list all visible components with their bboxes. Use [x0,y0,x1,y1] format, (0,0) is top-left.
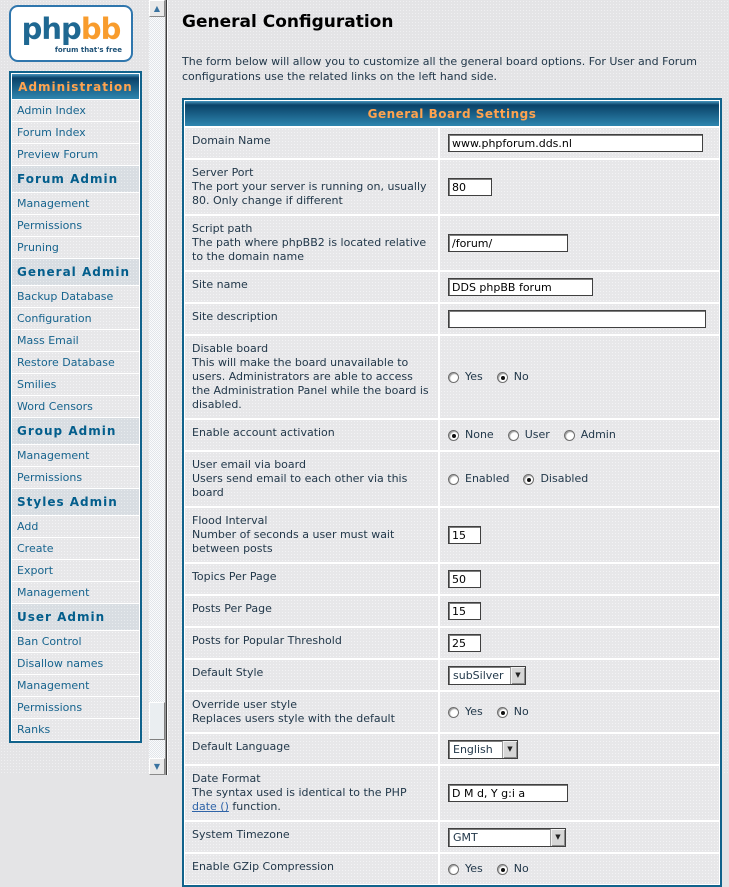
settings-row-date-format [185,766,719,820]
sidebar-item-general-admin-backup-database[interactable]: Backup Database [12,286,139,307]
sidebar-item-forum-admin-permissions[interactable]: Permissions [12,215,139,236]
sidebar-item-general-admin-mass-email[interactable]: Mass Email [12,330,139,351]
sidebar-item-forum-admin-management[interactable]: Management [12,193,139,214]
setting-description: The syntax used is identical to the PHP date () function. [192,786,407,813]
setting-label: Site name [192,278,248,291]
sidebar-item-general-admin-word-censors[interactable]: Word Censors [12,396,139,417]
setting-value-cell [440,692,719,732]
enable-gzip-compression-radio-yes[interactable] [448,862,483,876]
radio-option-label: Yes [465,705,483,718]
settings-row-posts-per-page [185,596,719,626]
flood-interval-input[interactable] [448,526,481,544]
setting-value-cell [440,596,719,626]
posts-per-page-input[interactable] [448,602,481,620]
sidebar-item-general-admin-smilies[interactable]: Smilies [12,374,139,395]
setting-value-cell [440,272,719,302]
setting-description: The port your server is running on, usually 80. Only change if different [192,180,427,207]
setting-label-cell [185,160,438,214]
scroll-down-button[interactable] [149,758,165,775]
menu-section-header-general-admin: General Admin [12,259,139,285]
table-header: General Board Settings [185,101,719,126]
sidebar-item-forum-admin-pruning[interactable]: Pruning [12,237,139,258]
radio-option-label: Admin [580,428,616,441]
setting-value-cell [440,660,719,690]
date-format-input[interactable] [448,784,568,802]
default-style-select[interactable] [448,666,526,685]
setting-label-cell [185,452,438,506]
main-content-frame [168,0,729,875]
sidebar-item-styles-admin-management[interactable]: Management [12,582,139,603]
setting-label: Override user style [192,698,297,711]
enable-account-activation-radio-group [448,428,616,442]
setting-label: Server Port [192,166,254,179]
setting-label-cell [185,564,438,594]
enable-account-activation-radio-none[interactable] [448,428,494,442]
setting-label-cell [185,216,438,270]
dropdown-arrow-icon: ▼ [550,829,565,846]
setting-value-cell [440,734,719,764]
logo-tagline: forum that's free [54,46,122,54]
settings-row-topics-per-page [185,564,719,594]
settings-row-flood-interval [185,508,719,562]
settings-row-domain-name [185,128,719,158]
system-timezone-select[interactable] [448,828,566,847]
setting-label-cell [185,628,438,658]
scroll-down-icon: ▼ [153,762,161,771]
posts-for-popular-threshold-input[interactable] [448,634,481,652]
setting-value-cell [440,216,719,270]
sidebar-item-general-admin-restore-database[interactable]: Restore Database [12,352,139,373]
setting-label: Date Format [192,772,261,785]
radio-option-label: Yes [465,862,483,875]
admin-menu [9,71,142,743]
sidebar-item-group-admin-permissions[interactable]: Permissions [12,467,139,488]
disable-board-radio-no[interactable] [497,370,529,384]
menu-section-header-forum-admin: Forum Admin [12,166,139,192]
sidebar-item-user-admin-ranks[interactable]: Ranks [12,719,139,740]
admin-menu-title: Administration [12,74,139,99]
site-description-input[interactable] [448,310,706,328]
setting-value-cell [440,420,719,450]
setting-label: Default Style [192,666,264,679]
setting-value-cell [440,160,719,214]
disable-board-radio-yes[interactable] [448,370,483,384]
page-title: General Configuration [182,12,394,32]
radio-button-icon [448,430,459,441]
enable-account-activation-radio-user[interactable] [508,428,550,442]
phpbb-logo[interactable] [9,5,133,62]
setting-label-cell [185,854,438,884]
settings-row-enable-gzip-compression [185,854,719,884]
enable-gzip-compression-radio-no[interactable] [497,862,529,876]
user-email-via-board-radio-disabled[interactable] [523,472,588,486]
settings-row-system-timezone [185,822,719,852]
setting-label-cell [185,128,438,158]
dropdown-arrow-icon: ▼ [502,741,517,758]
site-name-input[interactable] [448,278,593,296]
sidebar-item-top-admin-index[interactable]: Admin Index [12,100,139,121]
setting-label-cell [185,596,438,626]
sidebar-scrollbar[interactable] [149,0,165,775]
settings-row-server-port [185,160,719,214]
sidebar-item-user-admin-permissions[interactable]: Permissions [12,697,139,718]
menu-section-header-group-admin: Group Admin [12,418,139,444]
disable-board-radio-group [448,370,529,384]
server-port-input[interactable] [448,178,492,196]
sidebar-item-styles-admin-add[interactable]: Add [12,516,139,537]
sidebar-item-styles-admin-export[interactable]: Export [12,560,139,581]
setting-value-cell [440,628,719,658]
settings-row-posts-for-popular-threshold [185,628,719,658]
setting-description: This will make the board unavailable to users. Administrators are able to access the Administration Panel while the board is disabled. [192,356,429,411]
settings-row-default-style [185,660,719,690]
settings-row-site-description [185,304,719,334]
setting-label: Posts for Popular Threshold [192,634,342,647]
sidebar-item-general-admin-configuration[interactable]: Configuration [12,308,139,329]
user-email-via-board-radio-enabled[interactable] [448,472,509,486]
radio-button-icon [448,707,459,718]
radio-option-label: No [513,862,529,875]
enable-gzip-compression-radio-group [448,862,529,876]
setting-description: The path where phpBB2 is located relative to the domain name [192,236,427,263]
sidebar-item-top-preview-forum[interactable]: Preview Forum [12,144,139,165]
setting-value-cell [440,336,719,418]
setting-label-cell [185,336,438,418]
radio-option-label: Yes [465,370,483,383]
setting-value-cell [440,508,719,562]
settings-row-disable-board [185,336,719,418]
override-user-style-radio-no[interactable] [497,705,529,719]
radio-button-icon [497,707,508,718]
setting-label: Enable GZip Compression [192,860,334,873]
php-date-link[interactable]: date () [192,800,229,813]
setting-label: Flood Interval [192,514,268,527]
setting-label-cell [185,272,438,302]
settings-row-enable-account-activation [185,420,719,450]
setting-label-cell [185,420,438,450]
radio-option-label: Disabled [540,472,589,485]
setting-label: System Timezone [192,828,290,841]
setting-value-cell [440,128,719,158]
logo-bb-text: bb [80,12,121,46]
setting-label: Disable board [192,342,269,355]
general-board-settings-table [182,98,722,887]
radio-option-label: Enabled [465,472,510,485]
sidebar-item-user-admin-ban-control[interactable]: Ban Control [12,631,139,652]
settings-row-default-language [185,734,719,764]
sidebar-frame [0,0,149,775]
setting-label: Topics Per Page [192,570,277,583]
domain-name-input[interactable] [448,134,703,152]
default-language-select[interactable] [448,740,518,759]
radio-option-label: User [524,428,550,441]
setting-description: Number of seconds a user must wait between posts [192,528,395,555]
radio-option-label: None [465,428,494,441]
setting-description: Replaces users style with the default [192,712,395,725]
setting-label: Site description [192,310,278,323]
sidebar-item-top-forum-index[interactable]: Forum Index [12,122,139,143]
radio-button-icon [523,474,534,485]
scrollbar-track[interactable] [149,17,165,758]
setting-value-cell [440,854,719,884]
setting-label-cell [185,508,438,562]
radio-option-label: No [513,370,529,383]
setting-label: Script path [192,222,253,235]
override-user-style-radio-yes[interactable] [448,705,483,719]
setting-label-cell [185,660,438,690]
sidebar-item-styles-admin-create[interactable]: Create [12,538,139,559]
setting-label: Posts Per Page [192,602,272,615]
sidebar-item-user-admin-management[interactable]: Management [12,675,139,696]
setting-label: Enable account activation [192,426,335,439]
setting-value-cell [440,452,719,506]
default-language-select-value: English [453,742,493,756]
settings-row-script-path [185,216,719,270]
radio-button-icon [448,372,459,383]
setting-label-cell [185,304,438,334]
dropdown-arrow-icon: ▼ [510,667,525,684]
radio-button-icon [448,864,459,875]
radio-option-label: No [513,705,529,718]
menu-section-header-styles-admin: Styles Admin [12,489,139,515]
sidebar-item-user-admin-disallow-names[interactable]: Disallow names [12,653,139,674]
setting-description: Users send email to each other via this board [192,472,408,499]
topics-per-page-input[interactable] [448,570,481,588]
setting-label-cell [185,822,438,852]
radio-button-icon [508,430,519,441]
setting-label: Default Language [192,740,290,753]
setting-value-cell [440,564,719,594]
settings-row-user-email-via-board [185,452,719,506]
scrollbar-thumb[interactable] [149,702,165,740]
settings-row-site-name [185,272,719,302]
override-user-style-radio-group [448,705,529,719]
setting-value-cell [440,822,719,852]
setting-label: User email via board [192,458,306,471]
enable-account-activation-radio-admin[interactable] [564,428,616,442]
setting-value-cell [440,304,719,334]
radio-button-icon [497,864,508,875]
radio-button-icon [564,430,575,441]
script-path-input[interactable] [448,234,568,252]
setting-label-cell [185,734,438,764]
setting-label-cell [185,766,438,820]
user-email-via-board-radio-group [448,472,588,486]
menu-section-header-user-admin: User Admin [12,604,139,630]
setting-value-cell [440,766,719,820]
system-timezone-select-value: GMT [453,830,478,844]
setting-label-cell [185,692,438,732]
scroll-up-button[interactable] [149,0,165,17]
logo-php-text: php [21,12,81,46]
sidebar-item-group-admin-management[interactable]: Management [12,445,139,466]
radio-button-icon [497,372,508,383]
setting-label: Domain Name [192,134,271,147]
settings-row-override-user-style [185,692,719,732]
scroll-up-icon: ▲ [153,4,161,13]
default-style-select-value: subSilver [453,668,504,682]
page-intro: The form below will allow you to customize all the general board options. For User and Forum configurations use the related links on the left hand side. [182,55,698,83]
radio-button-icon [448,474,459,485]
